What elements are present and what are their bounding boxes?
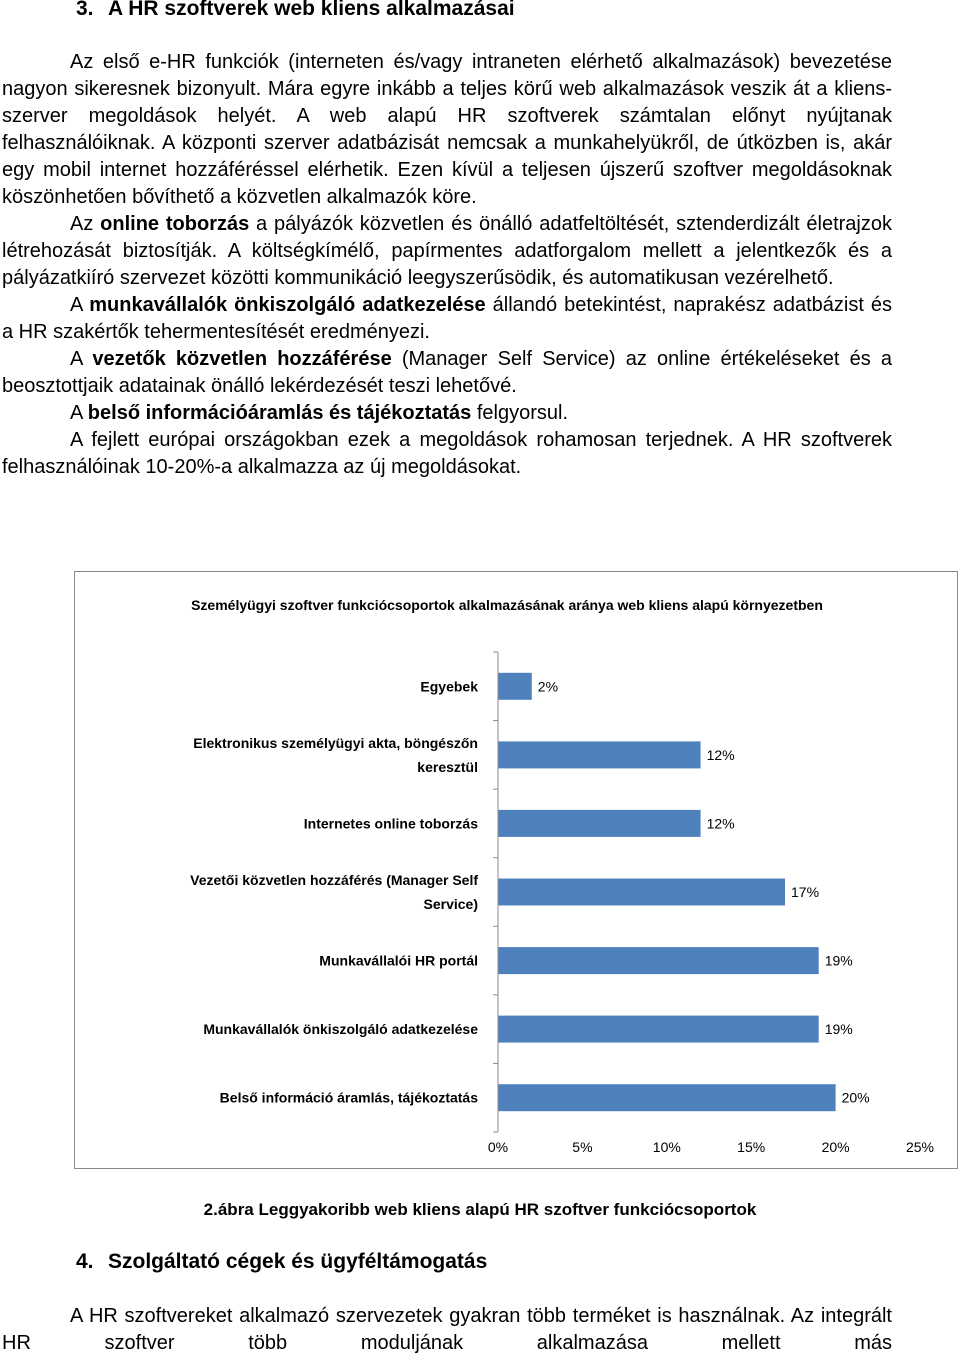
bar [498, 673, 532, 700]
text-run: A [70, 294, 90, 316]
bar [498, 947, 819, 974]
bar-data-label: 20% [841, 1089, 870, 1106]
section-title: A HR szoftverek web kliens alkalmazásai [108, 0, 515, 20]
bar-data-label: 12% [706, 746, 735, 763]
paragraph [2, 346, 892, 400]
category-label: Belső információ áramlás, tájékoztatás [219, 1089, 478, 1106]
category-label: Egyebek [420, 678, 478, 695]
paragraph [2, 400, 892, 427]
category-label: Elektronikus személyügyi akta, böngészőn [193, 734, 478, 751]
bar-data-label: 17% [791, 884, 820, 900]
text-run: felgyorsul. [471, 402, 569, 424]
bold-term: munkavállalók önkiszolgáló adatkezelése [89, 294, 486, 316]
category-label: Internetes online toborzás [303, 815, 478, 832]
category-label: keresztül [417, 758, 478, 775]
x-tick-label: 10% [652, 1139, 681, 1155]
bold-term: online toborzás [100, 213, 250, 235]
text-run: Az [70, 213, 101, 235]
section-number: 4. [76, 1250, 94, 1273]
paragraph [2, 427, 892, 481]
bar [498, 810, 701, 837]
section-heading-4 [76, 1250, 487, 1274]
paragraph [2, 49, 892, 211]
x-tick-label: 20% [821, 1139, 850, 1155]
bar-data-label: 19% [824, 1021, 853, 1038]
section-4-body [2, 1303, 892, 1357]
bar-data-label: 19% [824, 952, 853, 969]
bar [498, 741, 701, 768]
bar-data-label: 2% [537, 678, 559, 695]
bar [498, 879, 785, 906]
bar-chart-svg [75, 572, 959, 1170]
category-label: Munkavállalók önkiszolgáló adatkezelése [203, 1021, 478, 1038]
chart-title: Személyügyi szoftver funkciócsoportok alkalmazásának aránya web kliens alapú környezetben [191, 597, 823, 613]
bar-chart [74, 571, 958, 1169]
bold-term: vezetők közvetlen hozzáférése [92, 348, 392, 370]
section-number: 3. [76, 0, 94, 20]
section-title: Szolgáltató cégek és ügyféltámogatás [108, 1250, 488, 1273]
figure-caption: 2.ábra Leggyakoribb web kliens alapú HR szoftver funkciócsoportok [203, 1200, 757, 1219]
x-tick-label: 0% [487, 1139, 509, 1155]
section-body [2, 49, 892, 481]
bar [498, 1084, 836, 1111]
bold-term: belső információáramlás és tájékoztatás [87, 402, 472, 424]
x-tick-label: 25% [905, 1139, 935, 1155]
bar-data-label: 12% [706, 815, 735, 832]
paragraph: A HR szoftvereket alkalmazó szervezetek gyakran több terméket is használnak. Az integrált HR szoftver több moduljának alkalmazása mellett más [2, 1305, 892, 1354]
x-tick-label: 5% [572, 1139, 593, 1155]
section-heading-3 [76, 0, 515, 21]
text-run: a pályázók közvetlen és önálló adatfeltöltését, sztenderdizált életrajzok létrehozását biztosítják. A költségkímélő, papírmentes adatforgalom mellett a jelentkezők és a pályázatkiíró szervezet közötti kommunikáció leegyszerűsödik, és automatikusan vezérelhető. [2, 213, 892, 289]
text-run: állandó betekintést, naprakész adatbázist és a HR szakértők tehermentesítését eredményezi. [2, 294, 893, 343]
text-run: A [70, 402, 88, 424]
category-label: Vezetői közvetlen hozzáférés (Manager Self [190, 872, 478, 888]
paragraph [2, 211, 892, 292]
text-run: Az első e-HR funkciók (interneten és/vagy intraneten elérhető alkalmazások) bevezetése nagyon sikeresnek bizonyult. Mára egyre inkább a teljes körű web alkalmazások veszik át a kliens-szerver megoldások helyét. A web alapú HR szoftverek számtalan előnyt nyújtanak felhasználóiknak. A központi szerver adatbázisát nemcsak a munkahelyükről, de útközben is, akár egy mobil internet hozzáféréssel elérhetik. Ezen kívül a teljesen újszerű szoftver megoldásoknak köszönhetően bővíthető a közvetlen alkalmazók köre. [2, 51, 892, 208]
text-run: A fejlett európai országokban ezek a megoldások rohamosan terjednek. A HR szoftverek felhasználóinak 10-20%-a alkalmazza az új megoldásokat. [2, 429, 892, 478]
x-tick-label: 15% [737, 1139, 766, 1155]
paragraph [2, 292, 892, 346]
text-run: A [70, 348, 93, 370]
category-label: Munkavállalói HR portál [319, 952, 478, 969]
category-label: Service) [423, 896, 478, 912]
text-run: (Manager Self Service) az online értékeléseket és a beosztottjaik adatainak önálló lekérdezését teszi lehetővé. [2, 348, 892, 397]
bar [498, 1016, 819, 1043]
